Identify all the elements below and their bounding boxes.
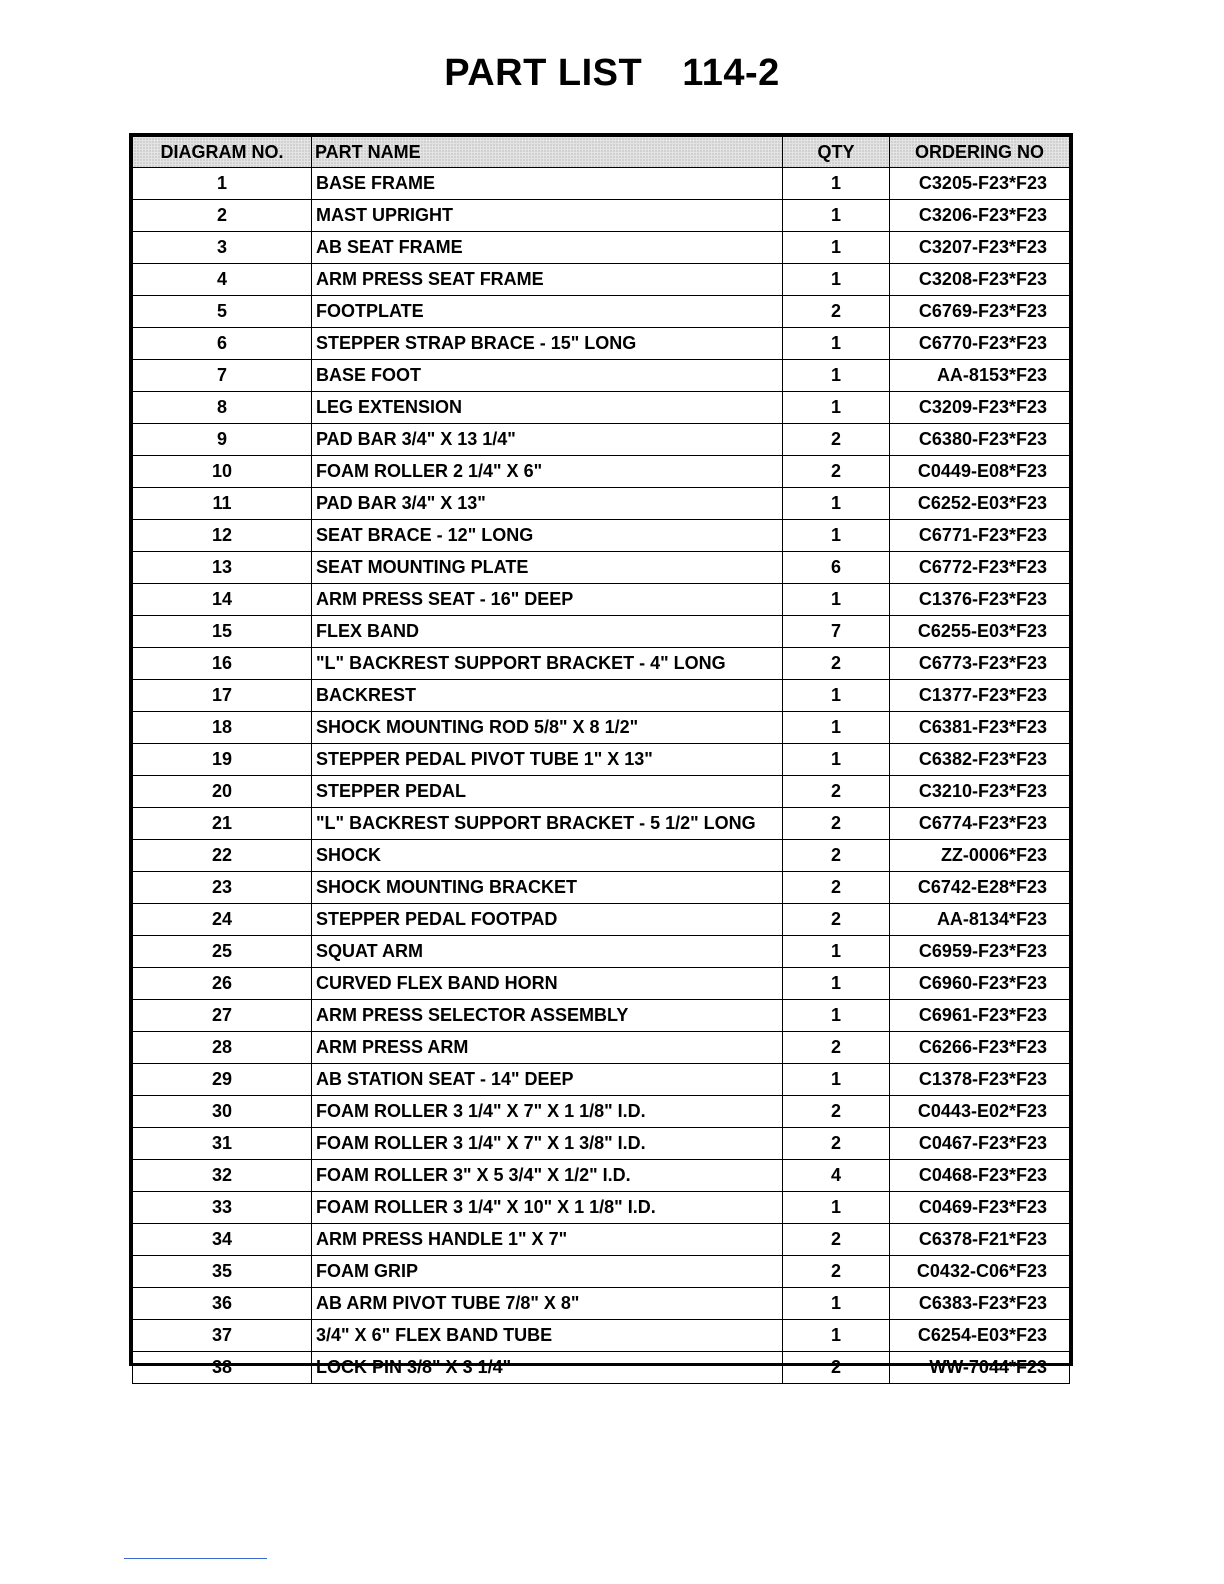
table-row	[133, 424, 1070, 456]
qty-cell: 1	[783, 488, 890, 520]
part-name-cell: BACKREST	[312, 680, 783, 712]
ordering-no-cell: C0469-F23*F23	[890, 1192, 1070, 1224]
part-name-cell: STEPPER PEDAL PIVOT TUBE 1" X 13"	[312, 744, 783, 776]
table-row	[133, 328, 1070, 360]
ordering-no-cell: C6774-F23*F23	[890, 808, 1070, 840]
part-name-cell: "L" BACKREST SUPPORT BRACKET - 4" LONG	[312, 648, 783, 680]
qty-cell: 1	[783, 1320, 890, 1352]
header-part-name: PART NAME	[312, 137, 783, 168]
table-row	[133, 1320, 1070, 1352]
table-row	[133, 680, 1070, 712]
part-name-cell: AB ARM PIVOT TUBE 7/8" X 8"	[312, 1288, 783, 1320]
diagram-no-cell: 5	[133, 296, 312, 328]
table-row	[133, 552, 1070, 584]
part-name-cell: LEG EXTENSION	[312, 392, 783, 424]
ordering-no-cell: C6266-F23*F23	[890, 1032, 1070, 1064]
table-row	[133, 1032, 1070, 1064]
diagram-no-cell: 10	[133, 456, 312, 488]
table-row	[133, 584, 1070, 616]
parts-table-container	[129, 133, 1073, 1377]
table-row	[133, 1160, 1070, 1192]
qty-cell: 1	[783, 584, 890, 616]
ordering-no-cell: WW-7044*F23	[890, 1352, 1070, 1384]
table-row	[133, 1256, 1070, 1288]
qty-cell: 1	[783, 1064, 890, 1096]
ordering-no-cell: C6254-E03*F23	[890, 1320, 1070, 1352]
qty-cell: 1	[783, 232, 890, 264]
qty-cell: 1	[783, 1000, 890, 1032]
table-row	[133, 1128, 1070, 1160]
diagram-no-cell: 34	[133, 1224, 312, 1256]
qty-cell: 1	[783, 360, 890, 392]
part-name-cell: FOAM ROLLER 3 1/4" X 10" X 1 1/8" I.D.	[312, 1192, 783, 1224]
qty-cell: 2	[783, 872, 890, 904]
diagram-no-cell: 21	[133, 808, 312, 840]
ordering-no-cell: C3205-F23*F23	[890, 168, 1070, 200]
part-name-cell: ARM PRESS HANDLE 1" X 7"	[312, 1224, 783, 1256]
part-name-cell: CURVED FLEX BAND HORN	[312, 968, 783, 1000]
table-row	[133, 232, 1070, 264]
page-title	[0, 52, 1224, 95]
diagram-no-cell: 19	[133, 744, 312, 776]
ordering-no-cell: C6381-F23*F23	[890, 712, 1070, 744]
ordering-no-cell: C3207-F23*F23	[890, 232, 1070, 264]
part-name-cell: SEAT BRACE - 12" LONG	[312, 520, 783, 552]
diagram-no-cell: 35	[133, 1256, 312, 1288]
header-qty: QTY	[783, 137, 890, 168]
qty-cell: 1	[783, 712, 890, 744]
diagram-no-cell: 36	[133, 1288, 312, 1320]
part-name-cell: FOAM ROLLER 3 1/4" X 7" X 1 3/8" I.D.	[312, 1128, 783, 1160]
qty-cell: 1	[783, 168, 890, 200]
table-row	[133, 456, 1070, 488]
title-number: 114-2	[682, 52, 780, 94]
part-name-cell: FOOTPLATE	[312, 296, 783, 328]
table-header-row	[133, 137, 1070, 168]
diagram-no-cell: 26	[133, 968, 312, 1000]
ordering-no-cell: C3209-F23*F23	[890, 392, 1070, 424]
ordering-no-cell: C1378-F23*F23	[890, 1064, 1070, 1096]
diagram-no-cell: 32	[133, 1160, 312, 1192]
ordering-no-cell: C3210-F23*F23	[890, 776, 1070, 808]
ordering-no-cell: C6252-E03*F23	[890, 488, 1070, 520]
ordering-no-cell: C0449-E08*F23	[890, 456, 1070, 488]
qty-cell: 2	[783, 776, 890, 808]
qty-cell: 1	[783, 936, 890, 968]
table-row	[133, 616, 1070, 648]
part-name-cell: STEPPER PEDAL FOOTPAD	[312, 904, 783, 936]
table-row	[133, 936, 1070, 968]
diagram-no-cell: 9	[133, 424, 312, 456]
table-row	[133, 968, 1070, 1000]
part-name-cell: BASE FOOT	[312, 360, 783, 392]
part-name-cell: FOAM ROLLER 3 1/4" X 7" X 1 1/8" I.D.	[312, 1096, 783, 1128]
table-row	[133, 488, 1070, 520]
table-row	[133, 808, 1070, 840]
diagram-no-cell: 15	[133, 616, 312, 648]
diagram-no-cell: 3	[133, 232, 312, 264]
part-name-cell: PAD BAR 3/4" X 13"	[312, 488, 783, 520]
qty-cell: 1	[783, 1288, 890, 1320]
qty-cell: 1	[783, 328, 890, 360]
part-name-cell: ARM PRESS ARM	[312, 1032, 783, 1064]
part-name-cell: STEPPER PEDAL	[312, 776, 783, 808]
header-ordering-no: ORDERING NO	[890, 137, 1070, 168]
part-name-cell: SEAT MOUNTING PLATE	[312, 552, 783, 584]
ordering-no-cell: C6959-F23*F23	[890, 936, 1070, 968]
qty-cell: 2	[783, 1352, 890, 1384]
qty-cell: 2	[783, 1128, 890, 1160]
table-row	[133, 264, 1070, 296]
ordering-no-cell: C0467-F23*F23	[890, 1128, 1070, 1160]
part-name-cell: ARM PRESS SELECTOR ASSEMBLY	[312, 1000, 783, 1032]
qty-cell: 7	[783, 616, 890, 648]
table-row	[133, 840, 1070, 872]
qty-cell: 1	[783, 968, 890, 1000]
ordering-no-cell: C6380-F23*F23	[890, 424, 1070, 456]
part-name-cell: ARM PRESS SEAT FRAME	[312, 264, 783, 296]
table-row	[133, 360, 1070, 392]
diagram-no-cell: 6	[133, 328, 312, 360]
part-name-cell: FOAM ROLLER 3" X 5 3/4" X 1/2" I.D.	[312, 1160, 783, 1192]
ordering-no-cell: ZZ-0006*F23	[890, 840, 1070, 872]
ordering-no-cell: AA-8134*F23	[890, 904, 1070, 936]
table-row	[133, 392, 1070, 424]
qty-cell: 2	[783, 1224, 890, 1256]
footer-rule	[124, 1558, 267, 1559]
table-row	[133, 520, 1070, 552]
table-row	[133, 296, 1070, 328]
table-row	[133, 1096, 1070, 1128]
qty-cell: 2	[783, 808, 890, 840]
diagram-no-cell: 23	[133, 872, 312, 904]
table-row	[133, 200, 1070, 232]
table-row	[133, 904, 1070, 936]
table-row	[133, 1352, 1070, 1384]
qty-cell: 2	[783, 1032, 890, 1064]
qty-cell: 2	[783, 424, 890, 456]
part-name-cell: AB STATION SEAT - 14" DEEP	[312, 1064, 783, 1096]
qty-cell: 2	[783, 648, 890, 680]
ordering-no-cell: C6769-F23*F23	[890, 296, 1070, 328]
part-name-cell: SQUAT ARM	[312, 936, 783, 968]
qty-cell: 1	[783, 680, 890, 712]
diagram-no-cell: 25	[133, 936, 312, 968]
title-label: PART LIST	[444, 52, 643, 94]
diagram-no-cell: 12	[133, 520, 312, 552]
part-name-cell: 3/4" X 6" FLEX BAND TUBE	[312, 1320, 783, 1352]
part-name-cell: FLEX BAND	[312, 616, 783, 648]
diagram-no-cell: 28	[133, 1032, 312, 1064]
diagram-no-cell: 7	[133, 360, 312, 392]
ordering-no-cell: C6960-F23*F23	[890, 968, 1070, 1000]
ordering-no-cell: AA-8153*F23	[890, 360, 1070, 392]
diagram-no-cell: 4	[133, 264, 312, 296]
qty-cell: 1	[783, 200, 890, 232]
ordering-no-cell: C0468-F23*F23	[890, 1160, 1070, 1192]
ordering-no-cell: C6771-F23*F23	[890, 520, 1070, 552]
diagram-no-cell: 16	[133, 648, 312, 680]
table-row	[133, 168, 1070, 200]
table-row	[133, 1224, 1070, 1256]
part-name-cell: ARM PRESS SEAT - 16" DEEP	[312, 584, 783, 616]
qty-cell: 2	[783, 1256, 890, 1288]
table-row	[133, 1064, 1070, 1096]
qty-cell: 1	[783, 1192, 890, 1224]
ordering-no-cell: C0443-E02*F23	[890, 1096, 1070, 1128]
table-body	[133, 168, 1070, 1384]
diagram-no-cell: 38	[133, 1352, 312, 1384]
part-name-cell: PAD BAR 3/4" X 13 1/4"	[312, 424, 783, 456]
part-name-cell: STEPPER STRAP BRACE - 15" LONG	[312, 328, 783, 360]
diagram-no-cell: 22	[133, 840, 312, 872]
ordering-no-cell: C6961-F23*F23	[890, 1000, 1070, 1032]
qty-cell: 2	[783, 904, 890, 936]
qty-cell: 1	[783, 264, 890, 296]
diagram-no-cell: 27	[133, 1000, 312, 1032]
parts-table	[132, 136, 1070, 1384]
part-name-cell: FOAM GRIP	[312, 1256, 783, 1288]
diagram-no-cell: 33	[133, 1192, 312, 1224]
diagram-no-cell: 37	[133, 1320, 312, 1352]
qty-cell: 1	[783, 392, 890, 424]
table-row	[133, 776, 1070, 808]
part-name-cell: BASE FRAME	[312, 168, 783, 200]
ordering-no-cell: C6382-F23*F23	[890, 744, 1070, 776]
table-row	[133, 648, 1070, 680]
part-name-cell: SHOCK MOUNTING BRACKET	[312, 872, 783, 904]
part-name-cell: SHOCK MOUNTING ROD 5/8" X 8 1/2"	[312, 712, 783, 744]
diagram-no-cell: 31	[133, 1128, 312, 1160]
qty-cell: 2	[783, 840, 890, 872]
ordering-no-cell: C6770-F23*F23	[890, 328, 1070, 360]
ordering-no-cell: C1376-F23*F23	[890, 584, 1070, 616]
diagram-no-cell: 8	[133, 392, 312, 424]
diagram-no-cell: 2	[133, 200, 312, 232]
part-name-cell: "L" BACKREST SUPPORT BRACKET - 5 1/2" LONG	[312, 808, 783, 840]
table-row	[133, 1288, 1070, 1320]
ordering-no-cell: C1377-F23*F23	[890, 680, 1070, 712]
diagram-no-cell: 29	[133, 1064, 312, 1096]
ordering-no-cell: C3208-F23*F23	[890, 264, 1070, 296]
ordering-no-cell: C6378-F21*F23	[890, 1224, 1070, 1256]
ordering-no-cell: C6383-F23*F23	[890, 1288, 1070, 1320]
ordering-no-cell: C6772-F23*F23	[890, 552, 1070, 584]
diagram-no-cell: 20	[133, 776, 312, 808]
qty-cell: 1	[783, 744, 890, 776]
table-row	[133, 712, 1070, 744]
ordering-no-cell: C6773-F23*F23	[890, 648, 1070, 680]
table-row	[133, 1000, 1070, 1032]
qty-cell: 2	[783, 296, 890, 328]
diagram-no-cell: 13	[133, 552, 312, 584]
diagram-no-cell: 1	[133, 168, 312, 200]
ordering-no-cell: C3206-F23*F23	[890, 200, 1070, 232]
part-name-cell: FOAM ROLLER 2 1/4" X 6"	[312, 456, 783, 488]
qty-cell: 6	[783, 552, 890, 584]
part-name-cell: SHOCK	[312, 840, 783, 872]
diagram-no-cell: 14	[133, 584, 312, 616]
diagram-no-cell: 30	[133, 1096, 312, 1128]
ordering-no-cell: C6742-E28*F23	[890, 872, 1070, 904]
diagram-no-cell: 18	[133, 712, 312, 744]
ordering-no-cell: C0432-C06*F23	[890, 1256, 1070, 1288]
part-name-cell: LOCK PIN 3/8" X 3 1/4"	[312, 1352, 783, 1384]
part-name-cell: MAST UPRIGHT	[312, 200, 783, 232]
header-diagram-no: DIAGRAM NO.	[133, 137, 312, 168]
ordering-no-cell: C6255-E03*F23	[890, 616, 1070, 648]
part-name-cell: AB SEAT FRAME	[312, 232, 783, 264]
qty-cell: 4	[783, 1160, 890, 1192]
diagram-no-cell: 17	[133, 680, 312, 712]
qty-cell: 2	[783, 456, 890, 488]
table-row	[133, 872, 1070, 904]
qty-cell: 2	[783, 1096, 890, 1128]
table-row	[133, 744, 1070, 776]
table-row	[133, 1192, 1070, 1224]
qty-cell: 1	[783, 520, 890, 552]
diagram-no-cell: 11	[133, 488, 312, 520]
diagram-no-cell: 24	[133, 904, 312, 936]
